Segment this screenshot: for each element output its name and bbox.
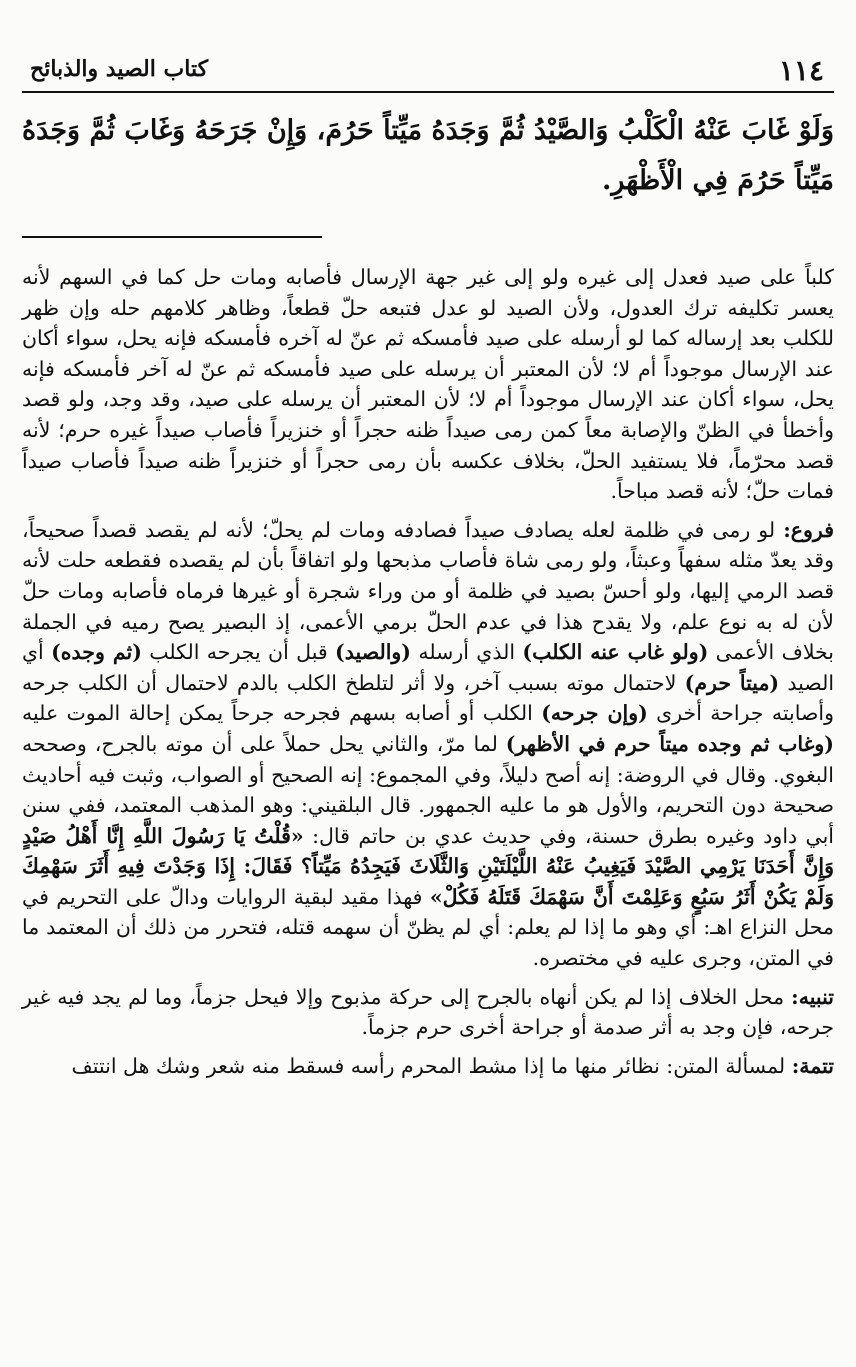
matn-quote: (ولو غاب عنه الكلب) [522, 640, 709, 665]
commentary-text: قبل أن يجرحه الكلب [141, 640, 336, 665]
commentary-paragraph-furu [22, 515, 834, 974]
hadith-quote: «قُلْتُ يَا رَسُولَ اللَّهِ إِنَّا أَهْلُ صَيْدٍ وَإِنَّ أَحَدَنَا يَرْمِي الصَّيْدَ فَيَغِيبُ عَنْهُ اللَّيْلَتَيْنِ وَالثَّلَاثَ فَيَجِدُهُ مَيِّتاً؟ فَقَالَ: إِذَا وَجَدْتَ فِيهِ أَثَرَ سَهْمِكَ وَلَمْ يَكُنْ أَثَرُ سَبُعٍ وَعَلِمْتَ أَنَّ سَهْمَكَ قَتَلَهُ فَكُلْ» [22, 823, 834, 909]
furu-heading: فروع: [783, 517, 834, 542]
book-page [22, 0, 834, 1367]
header-rule [22, 91, 834, 93]
matn-text: وَلَوْ غَابَ عَنْهُ الْكَلْبُ وَالصَّيْدُ ثُمَّ وَجَدَهُ مَيِّتاً حَرُمَ، وَإِنْ جَرَحَهُ وَغَابَ ثُمَّ وَجَدَهُ مَيِّتاً حَرُمَ فِي الْأَظْهَرِ. [22, 115, 834, 196]
commentary-paragraph-1: كلباً على صيد فعدل إلى غيره ولو إلى غير جهة الإرسال فأصابه ومات حل كما في السهم لأنه يعسر تكليفه ترك العدول، ولأن الصيد لو عدل فتبعه حلّ قطعاً، وظاهر كلامهم حله وإن ظهر للكلب بعد إرساله كما لو أرسله على صيد فأمسكه ثم عنّ له آخره فأمسكه فإنه يحل، سواء أكان عند الإرسال موجوداً أم لا؛ لأن المعتبر أن يرسله على صيد فأمسكه ثم عنّ له آخر فأمسكه فإنه يحل، سواء أكان عند الإرسال موجوداً أم لا؛ لأن المعتبر أن يرسله على صيد، وقد وجد، ولو قصد وأخطأ في الظنّ والإصابة معاً كمن رمى صيداً ظنه حجراً أو خنزيراً فأصاب صيداً غيره حرم؛ لأنه قصد محرّماً، فلا يستفيد الحلّ، بخلاف عكسه بأن رمى حجراً أو خنزيراً ظنه صيداً فأصاب صيداً فمات حلّ؛ لأنه قصد مباحاً. [22, 265, 834, 504]
commentary-text: لما مرّ، والثاني يحل حملاً على أن موته بالجرح، وصححه البغوي. وقال في الروضة: إنه أصح دليلاً، وفي المجموع: إنه الصحيح أو الصواب، وثبت فيه أحاديث صحيحة دون التحريم، والأول هو ما عليه الجمهور. قال البلقيني: وهو المذهب المعتمد، ففي سنن أبي داود وغيره بطرق حسنة، وفي حديث عدي بن حاتم قال: [22, 731, 834, 848]
commentary [22, 262, 834, 1089]
commentary-paragraph-tatimma [22, 1051, 834, 1082]
running-title: كتاب الصيد والذبائح [30, 56, 209, 82]
matn-quote: (وغاب ثم وجده ميتاً حرم في الأظهر) [505, 731, 834, 756]
tatimma-heading: تتمة: [791, 1053, 834, 1078]
matn-quote: (وإن جرحه) [541, 701, 648, 726]
page-number: ١١٤ [778, 54, 824, 87]
matn-quote: (ميتاً حرم) [684, 670, 780, 695]
commentary-text: لمسألة المتن: نظائر منها ما إذا مشط المحرم رأسه فسقط منه شعر وشك هل انتتف [71, 1053, 792, 1078]
commentary-text: محل الخلاف إذا لم يكن أنهاه بالجرح إلى حركة مذبوح وإلا فيحل جزماً، وما لم يجد فيه غير جرحه، فإن وجد به أثر صدمة أو جراحة أخرى حرم جزماً. [22, 984, 834, 1040]
commentary-text: لاحتمال موته بسبب آخر، ولا أثر لتلطخ الكلب بالدم لاحتمال أن الكلب جرحه وأصابته جراحة أخرى [22, 670, 834, 726]
tanbih-heading: تنبيه: [791, 984, 834, 1009]
commentary-text: فهذا مقيد لبقية الروايات ودالّ على التحريم في محل النزاع اهـ: أي وهو ما إذا لم يعلم: أي لم يظنّ أن سهمه قتله، فتحرر من ذلك أن المعتمد ما في المتن، وجرى عليه في مختصره. [22, 884, 834, 971]
commentary-text: الكلب أو أصابه بسهم فجرحه جرحاً يمكن إحالة الموت عليه [22, 701, 542, 726]
commentary-text: لو رمى في ظلمة لعله يصادف صيداً فصادفه ومات لم يحلّ؛ لأنه لم يقصد قصداً صحيحاً، وقد يعدّ مثله سفهاً وعبثاً، ولو رمى شاة فأصاب مذبحها ولو اتفاقاً بأن لم يقصده فقطعه حلت لأنه قصد الرمي إليها، ولو أحسّ بصيد في ظلمة أو من وراء شجرة أو غيرها فرماه فأصابه ومات حلّ لأن له به نوع علم، ولا يقدح هذا في عدم الحلّ برمي الأعمى، إذ البصير يصح رميه في الجملة بخلاف الأعمى [22, 517, 835, 665]
commentary-separator [22, 236, 322, 238]
matn-quote: (ثم وجده) [51, 640, 142, 665]
page-header [22, 50, 834, 90]
commentary-text: أي الصيد [22, 640, 835, 695]
matn-quote: (والصيد) [335, 640, 412, 665]
commentary-text: الذي أرسله [411, 640, 523, 665]
commentary-paragraph-tanbih [22, 982, 834, 1043]
